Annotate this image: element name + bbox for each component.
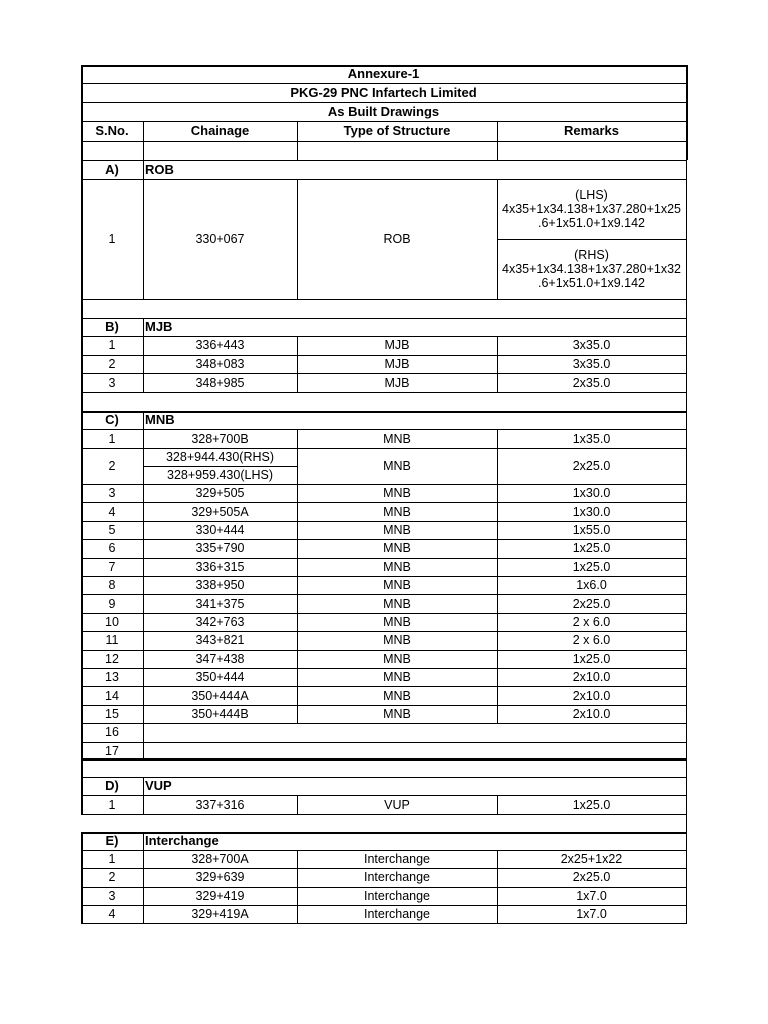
- table-row-type: Interchange: [363, 852, 431, 867]
- grid-line: [81, 373, 83, 392]
- grid-line: [143, 631, 144, 649]
- grid-line: [686, 318, 687, 336]
- grid-line: [81, 631, 83, 649]
- table-row-chainage-rhs: 328+944.430(RHS): [165, 450, 275, 464]
- grid-line: [497, 448, 498, 484]
- grid-line: [497, 650, 498, 668]
- grid-line: [686, 160, 687, 179]
- table-row-chainage: 348+083: [195, 357, 245, 372]
- grid-line: [143, 318, 144, 336]
- grid-line: [81, 705, 83, 723]
- grid-line: [81, 923, 687, 924]
- table-row-chainage: 329+505A: [191, 504, 249, 519]
- table-row-sno: 12: [105, 651, 119, 666]
- grid-line: [686, 539, 687, 557]
- table-row-chainage: 337+316: [195, 797, 245, 812]
- grid-line: [686, 832, 687, 850]
- table-row-sno: 4: [108, 907, 116, 922]
- table-row-sno: 7: [108, 559, 116, 574]
- section-code: A): [105, 161, 119, 177]
- table-row-remarks: 2x10.0: [572, 706, 611, 721]
- grid-line: [497, 179, 498, 299]
- table-row-sno: 16: [105, 725, 119, 740]
- grid-line: [143, 650, 144, 668]
- section-code: C): [105, 412, 119, 427]
- table-row-type: MNB: [383, 559, 411, 574]
- table-row-chainage: 336+443: [195, 338, 245, 353]
- table-row-chainage: 342+763: [195, 614, 245, 629]
- table-row-sno: 2: [108, 357, 116, 372]
- grid-line: [497, 373, 498, 392]
- section-name-mjb: MJB: [145, 319, 173, 334]
- grid-line: [81, 299, 83, 318]
- section-code: E): [105, 833, 119, 848]
- table-row-chainage: 350+444A: [191, 688, 249, 703]
- grid-line: [143, 705, 144, 723]
- grid-line: [81, 179, 83, 299]
- chainage-header: Chainage: [190, 123, 250, 138]
- grid-line: [497, 429, 498, 448]
- table-row-remarks: 1x55.0: [572, 522, 611, 537]
- grid-line: [686, 521, 687, 539]
- grid-line: [297, 650, 298, 668]
- grid-line: [143, 521, 144, 539]
- grid-line: [686, 299, 687, 318]
- table-row-type: MJB: [384, 338, 410, 353]
- table-row-sno: 1: [108, 431, 116, 446]
- grid-line: [686, 484, 687, 502]
- grid-line: [297, 429, 298, 448]
- grid-line: [297, 502, 298, 520]
- grid-line: [81, 392, 687, 393]
- grid-line: [686, 355, 687, 374]
- table-row-sno: 17: [105, 743, 119, 758]
- table-row-chainage: 328+700B: [191, 431, 249, 446]
- table-row-sno: 15: [105, 706, 119, 721]
- grid-line: [81, 686, 83, 704]
- grid-line: [686, 631, 687, 649]
- table-row-remarks: 2x10.0: [572, 688, 611, 703]
- grid-line: [143, 868, 144, 886]
- table-row-chainage: 335+790: [195, 541, 245, 556]
- grid-line: [81, 868, 83, 886]
- grid-line: [686, 411, 687, 429]
- grid-line: [81, 411, 83, 429]
- grid-line: [686, 179, 687, 299]
- table-row-chainage: 343+821: [195, 633, 245, 648]
- grid-line: [143, 502, 144, 520]
- grid-line: [143, 594, 144, 612]
- table-row-sno: 1: [108, 338, 116, 353]
- section-name-mnb: MNB: [145, 412, 175, 427]
- grid-line: [81, 832, 83, 850]
- grid-line: [297, 686, 298, 704]
- grid-line: [497, 594, 498, 612]
- grid-line: [81, 539, 83, 557]
- grid-line: [686, 392, 687, 411]
- grid-line: [497, 668, 498, 686]
- grid-line: [497, 613, 498, 631]
- grid-line: [297, 868, 298, 886]
- grid-line: [81, 160, 83, 179]
- grid-line: [81, 777, 83, 795]
- table-row-chainage: 330+444: [195, 522, 245, 537]
- grid-line: [297, 521, 298, 539]
- table-row-chainage: 329+419A: [191, 907, 249, 922]
- grid-line: [297, 631, 298, 649]
- type-header: Type of Structure: [343, 123, 451, 138]
- grid-line: [143, 411, 144, 429]
- grid-line: [81, 795, 83, 814]
- table-row-sno: 3: [108, 888, 116, 903]
- table-row-sno: 1: [108, 797, 116, 812]
- grid-line: [143, 686, 144, 704]
- grid-line: [686, 373, 687, 392]
- table-row-remarks: 2x25.0: [572, 596, 611, 611]
- grid-line: [497, 795, 498, 814]
- table-row-remarks: 1x7.0: [576, 907, 607, 922]
- grid-line: [143, 448, 144, 484]
- table-row-remarks: 2x25.0: [572, 459, 611, 473]
- grid-line: [143, 355, 144, 374]
- grid-line: [81, 65, 83, 121]
- table-row-type: MNB: [383, 596, 411, 611]
- grid-line: [497, 905, 498, 923]
- grid-line: [297, 668, 298, 686]
- grid-line: [143, 668, 144, 686]
- table-row-remarks: 2x25+1x22: [560, 852, 623, 867]
- grid-line: [686, 336, 687, 355]
- grid-line: [686, 650, 687, 668]
- grid-line: [143, 121, 144, 160]
- section-name-interchange: Interchange: [145, 833, 219, 848]
- grid-line: [143, 429, 144, 448]
- table-row-type: MNB: [383, 522, 411, 537]
- grid-line: [81, 723, 687, 724]
- section-name-rob: ROB: [145, 161, 174, 177]
- grid-line: [81, 814, 687, 815]
- table-row-remarks: 1x35.0: [572, 431, 611, 446]
- grid-line: [143, 777, 144, 795]
- grid-line: [81, 850, 83, 868]
- table-row-remarks: 3x35.0: [572, 357, 611, 372]
- grid-line: [81, 141, 687, 142]
- table-row-remarks: 2x25.0: [572, 870, 611, 885]
- sheet-title: Annexure-1: [347, 66, 420, 81]
- table-row-remarks: 2 x 6.0: [572, 614, 611, 629]
- grid-line: [497, 850, 498, 868]
- grid-line: [81, 318, 83, 336]
- grid-line: [143, 484, 144, 502]
- grid-line: [686, 121, 688, 160]
- table-row-remarks: 2x10.0: [572, 670, 611, 685]
- grid-line: [297, 905, 298, 923]
- table-row-remarks: 1x25.0: [572, 541, 611, 556]
- grid-line: [497, 121, 498, 160]
- grid-line: [143, 373, 144, 392]
- grid-line: [81, 760, 687, 761]
- table-row-chainage: 329+419: [195, 888, 245, 903]
- grid-line: [143, 558, 144, 576]
- grid-line: [81, 613, 83, 631]
- table-row-type: MNB: [383, 633, 411, 648]
- grid-line: [81, 521, 83, 539]
- table-row-type: MNB: [383, 614, 411, 629]
- grid-line: [686, 686, 687, 704]
- grid-line: [81, 758, 83, 777]
- table-row-type: MNB: [383, 651, 411, 666]
- table-row-sno: 8: [108, 578, 116, 593]
- table-row-type: Interchange: [363, 907, 431, 922]
- grid-line: [297, 558, 298, 576]
- table-row-chainage: 350+444B: [191, 706, 249, 721]
- sno-header: S.No.: [95, 123, 129, 138]
- grid-line: [143, 466, 298, 467]
- grid-line: [297, 613, 298, 631]
- table-row-type: Interchange: [363, 870, 431, 885]
- grid-line: [81, 742, 687, 743]
- grid-line: [497, 521, 498, 539]
- grid-line: [686, 429, 687, 448]
- grid-line: [297, 484, 298, 502]
- grid-line: [297, 539, 298, 557]
- grid-line: [143, 795, 144, 814]
- table-row-chainage: 350+444: [195, 670, 245, 685]
- grid-line: [143, 887, 144, 905]
- table-row-remarks: 1x30.0: [572, 504, 611, 519]
- grid-line: [81, 558, 83, 576]
- grid-line: [297, 121, 298, 160]
- table-row-sno: 2: [108, 870, 116, 885]
- grid-line: [81, 668, 83, 686]
- table-row-sno: 1: [108, 852, 116, 867]
- table-row-type: MNB: [383, 459, 411, 473]
- grid-line: [81, 502, 83, 520]
- table-row-sno: 1: [108, 232, 116, 246]
- grid-line: [297, 705, 298, 723]
- table-row-chainage: 338+950: [195, 578, 245, 593]
- table-row-remarks: 1x30.0: [572, 486, 611, 501]
- table-row-type: MNB: [383, 688, 411, 703]
- grid-line: [81, 576, 83, 594]
- grid-line: [497, 868, 498, 886]
- grid-line: [686, 814, 687, 832]
- grid-line: [497, 239, 687, 240]
- table-row-sno: 3: [108, 375, 116, 390]
- grid-line: [497, 539, 498, 557]
- table-row-remarks: 1x7.0: [576, 888, 607, 903]
- grid-line: [686, 65, 688, 121]
- grid-line: [81, 905, 83, 923]
- grid-line: [497, 558, 498, 576]
- table-row-type: MNB: [383, 578, 411, 593]
- table-row-chainage: 330+067: [195, 232, 245, 246]
- grid-line: [297, 373, 298, 392]
- grid-line: [497, 686, 498, 704]
- table-row-sno: 4: [108, 504, 116, 519]
- grid-line: [497, 484, 498, 502]
- table-row-chainage: 336+315: [195, 559, 245, 574]
- grid-line: [686, 594, 687, 612]
- grid-line: [143, 850, 144, 868]
- table-row-sno: 6: [108, 541, 116, 556]
- grid-line: [686, 705, 687, 723]
- grid-line: [297, 850, 298, 868]
- grid-line: [686, 795, 687, 814]
- grid-line: [497, 336, 498, 355]
- grid-line: [81, 429, 83, 448]
- table-row-sno: 13: [105, 670, 119, 685]
- grid-line: [143, 723, 144, 741]
- table-row-type: Interchange: [363, 888, 431, 903]
- grid-line: [297, 594, 298, 612]
- grid-line: [497, 502, 498, 520]
- grid-line: [297, 887, 298, 905]
- grid-line: [81, 299, 687, 300]
- table-row-type: MJB: [384, 357, 410, 372]
- grid-line: [297, 336, 298, 355]
- grid-line: [143, 160, 144, 179]
- grid-line: [686, 868, 687, 886]
- section-code: D): [105, 778, 119, 793]
- table-row-chainage: 329+639: [195, 870, 245, 885]
- grid-line: [143, 336, 144, 355]
- grid-line: [81, 758, 687, 760]
- grid-line: [81, 650, 83, 668]
- grid-line: [81, 723, 83, 741]
- grid-line: [686, 905, 687, 923]
- grid-line: [297, 179, 298, 299]
- table-row-type: MNB: [383, 670, 411, 685]
- remarks-rhs: (RHS) 4x35+1x34.138+1x37.280+1x32 .6+1x51.0+1x9.142: [502, 248, 681, 290]
- remarks-header: Remarks: [564, 123, 619, 138]
- table-row-chainage: 347+438: [195, 651, 245, 666]
- table-row-type: VUP: [384, 797, 410, 812]
- table-row-sno: 10: [105, 614, 119, 629]
- grid-line: [81, 887, 83, 905]
- grid-line: [81, 355, 83, 374]
- grid-line: [686, 613, 687, 631]
- table-row-type: ROB: [383, 232, 411, 246]
- grid-line: [81, 448, 83, 484]
- grid-line: [143, 832, 144, 850]
- grid-line: [81, 484, 83, 502]
- grid-line: [497, 355, 498, 374]
- grid-line: [81, 594, 83, 612]
- table-row-type: MNB: [383, 504, 411, 519]
- grid-line: [686, 758, 687, 777]
- table-row-type: MJB: [384, 375, 410, 390]
- grid-line: [81, 121, 83, 160]
- table-row-sno: 3: [108, 486, 116, 501]
- grid-line: [297, 576, 298, 594]
- table-row-remarks: 2x35.0: [572, 375, 611, 390]
- grid-line: [297, 795, 298, 814]
- table-row-type: MNB: [383, 541, 411, 556]
- table-row-remarks: 1x25.0: [572, 651, 611, 666]
- table-row-sno: 5: [108, 522, 116, 537]
- grid-line: [143, 179, 144, 299]
- company-name: PKG-29 PNC Infartech Limited: [290, 84, 477, 100]
- table-row-remarks: 3x35.0: [572, 338, 611, 353]
- grid-line: [686, 723, 687, 741]
- table-row-chainage: 328+700A: [191, 852, 249, 867]
- table-row-chainage-lhs: 328+959.430(LHS): [167, 468, 273, 482]
- grid-line: [686, 777, 687, 795]
- table-row-sno: 11: [105, 633, 119, 648]
- table-row-type: MNB: [383, 486, 411, 501]
- grid-line: [497, 576, 498, 594]
- grid-line: [686, 502, 687, 520]
- grid-line: [143, 613, 144, 631]
- grid-line: [297, 448, 298, 484]
- table-row-chainage: 329+505: [195, 486, 245, 501]
- grid-line: [497, 705, 498, 723]
- table-row-chainage: 341+375: [195, 596, 245, 611]
- grid-line: [297, 355, 298, 374]
- grid-line: [686, 850, 687, 868]
- grid-line: [81, 392, 83, 411]
- section-name-vup: VUP: [145, 778, 172, 793]
- grid-line: [497, 887, 498, 905]
- table-row-chainage: 348+985: [195, 375, 245, 390]
- grid-line: [143, 539, 144, 557]
- grid-line: [686, 576, 687, 594]
- table-row-remarks: 1x6.0: [576, 578, 607, 593]
- grid-line: [143, 576, 144, 594]
- grid-line: [497, 631, 498, 649]
- grid-line: [686, 558, 687, 576]
- grid-line: [686, 887, 687, 905]
- table-row-type: MNB: [383, 431, 411, 446]
- table-row-type: MNB: [383, 706, 411, 721]
- table-row-remarks: 2 x 6.0: [572, 633, 611, 648]
- grid-line: [81, 336, 83, 355]
- table-row-remarks: 1x25.0: [572, 797, 611, 812]
- section-code: B): [105, 319, 119, 334]
- table-row-sno: 14: [105, 688, 119, 703]
- drawings-title: As Built Drawings: [327, 103, 440, 119]
- grid-line: [686, 448, 687, 484]
- remarks-lhs: (LHS) 4x35+1x34.138+1x37.280+1x25 .6+1x51.0+1x9.142: [502, 188, 681, 230]
- grid-line: [143, 905, 144, 923]
- table-row-remarks: 1x25.0: [572, 559, 611, 574]
- table-row-sno: 2: [108, 459, 116, 473]
- table-row-sno: 9: [108, 596, 116, 611]
- grid-line: [686, 668, 687, 686]
